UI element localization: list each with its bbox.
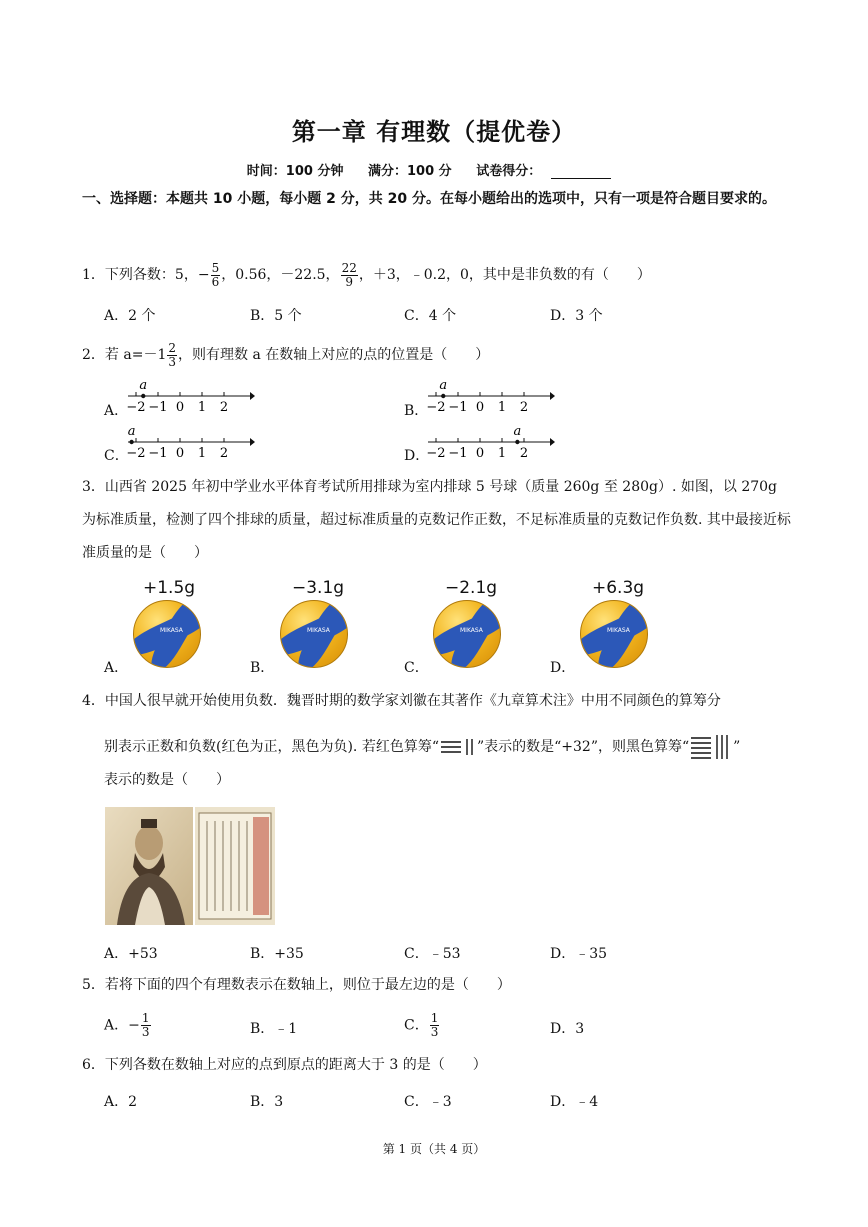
question-1: 1．下列各数：5，− $\frac{5}{6}$ ，0.56，－22.5， $\frac{22}{9}$ ，＋3，﹣0.2，0，其中是非负数的有（ ） (82, 260, 651, 289)
axis-tick-label: −1 (448, 400, 468, 414)
axis-tick-label: −1 (148, 446, 168, 460)
exam-info (0, 160, 868, 179)
q6-option-d[interactable]: D．﹣4 (550, 1094, 599, 1110)
point-label: a (139, 378, 148, 393)
axis-arrow-icon (550, 438, 555, 446)
axis-tick-label: −2 (426, 446, 446, 460)
volleyball-image-d: MIKASA (580, 600, 648, 668)
volleyball-image-a: MIKASA (133, 600, 201, 668)
q5-option-d[interactable]: D．3 (550, 1021, 585, 1037)
q3-option-d[interactable]: D． (550, 660, 576, 676)
point-marker (441, 394, 445, 398)
exam-score-field[interactable]: 试卷得分： (476, 164, 621, 179)
axis-tick-label: 2 (519, 400, 529, 414)
axis-tick-label: 1 (497, 446, 507, 460)
q2-option-d[interactable]: D． (404, 448, 430, 464)
red-counting-rods-icon (439, 738, 477, 756)
axis-arrow-icon (550, 392, 555, 400)
page-title: 第一章 有理数（提优卷） (291, 118, 577, 146)
axis-arrow-icon (250, 392, 255, 400)
axis-tick-label: −2 (426, 400, 446, 414)
page-footer: 第 1 页（共 4 页） (382, 1142, 486, 1156)
ball-a-mass: +1.5g (143, 578, 196, 598)
ball-d-mass: +6.3g (592, 578, 645, 598)
axis-tick-label: −1 (448, 446, 468, 460)
axis-tick-label: 1 (197, 400, 207, 414)
axis-tick-label: 2 (219, 400, 229, 414)
axis-tick-label: 1 (197, 446, 207, 460)
point-label: a (127, 424, 136, 439)
point-label: a (513, 424, 522, 439)
section-heading: 一、选择题：本题共 10 小题，每小题 2 分，共 20 分。在每小题给出的选项中，只有一项是符合题目要求的。 (82, 191, 776, 207)
q6-option-a[interactable]: A．2 (104, 1094, 138, 1110)
ancient-book-image (195, 807, 275, 925)
question-2: 2．若 a=－1 $\frac{2}{3}$ ，则有理数 a 在数轴上对应的点的位置是（ ） (82, 340, 490, 369)
q1-option-d[interactable]: D．3 个 (550, 308, 603, 324)
axis-tick-label: 2 (519, 446, 529, 460)
axis-tick-label: 0 (475, 400, 485, 414)
ball-c-mass: −2.1g (445, 578, 498, 598)
question-3: 3．山西省 2025 年初中学业水平体育考试所用排球为室内排球 5 号球（质量 260g 至 280g）. 如图，以 270g 为标准质量，检测了四个排球的质量，超过标准质量的克数记作正数，不足标准质量的克数记作负数. 其中最接近标准质量的是（ ） (82, 479, 791, 561)
q2-option-a[interactable]: A． (104, 403, 129, 419)
axis-tick-label: −1 (148, 400, 168, 414)
ball-b-mass: −3.1g (292, 578, 345, 598)
black-counting-rods-icon (689, 734, 733, 760)
question-4-line-3: 表示的数是（ ） (104, 772, 230, 788)
q6-option-b[interactable]: B．3 (250, 1094, 284, 1110)
volleyball-image-b: MIKASA (280, 600, 348, 668)
q5-option-a[interactable]: A．− $\frac{1}{3}$ (104, 1011, 150, 1039)
question-4-line-2: 别表示正数和负数(红色为正，黑色为负). 若红色算筹“ ”表示的数是“+32”，则黑色算筹“ ” (104, 732, 794, 762)
q4-option-b[interactable]: B．+35 (250, 946, 304, 962)
axis-arrow-icon (250, 438, 255, 446)
axis-tick-label: 2 (219, 446, 229, 460)
question-6: 6．下列各数在数轴上对应的点到原点的距离大于 3 的是（ ） (82, 1057, 487, 1073)
q2-number-line-d (426, 422, 556, 460)
point-label: a (439, 378, 448, 393)
axis-tick-label: −2 (126, 446, 146, 460)
q4-option-a[interactable]: A．+53 (104, 946, 158, 962)
exam-full-score: 满分：100 分 (367, 164, 452, 179)
q3-option-a[interactable]: A． (104, 660, 129, 676)
exam-time: 时间：100 分钟 (246, 164, 344, 179)
volleyball-image-c: MIKASA (433, 600, 501, 668)
q2-number-line-b (426, 376, 556, 414)
q5-option-c[interactable]: C． $\frac{1}{3}$ (404, 1011, 439, 1039)
q2-option-b[interactable]: B． (404, 403, 429, 419)
q3-option-b[interactable]: B． (250, 660, 275, 676)
liu-hui-portrait-image (105, 807, 193, 925)
point-marker (141, 394, 145, 398)
q3-option-c[interactable]: C． (404, 660, 429, 676)
q4-option-c[interactable]: C．﹣53 (404, 946, 461, 962)
point-marker (515, 440, 519, 444)
q4-option-d[interactable]: D．﹣35 (550, 946, 608, 962)
axis-tick-label: 0 (475, 446, 485, 460)
question-5: 5．若将下面的四个有理数表示在数轴上，则位于最左边的是（ ） (82, 977, 511, 993)
question-4-line-1: 4．中国人很早就开始使用负数．魏晋时期的数学家刘徽在其著作《九章算术注》中用不同颜色的算筹分 (82, 693, 721, 709)
point-marker (129, 440, 133, 444)
q2-number-line-a (126, 376, 256, 414)
axis-tick-label: −2 (126, 400, 146, 414)
q6-option-c[interactable]: C．﹣3 (404, 1094, 452, 1110)
q1-option-a[interactable]: A．2 个 (104, 308, 156, 324)
axis-tick-label: 0 (175, 400, 185, 414)
axis-tick-label: 1 (497, 400, 507, 414)
q2-number-line-c (126, 422, 256, 460)
axis-tick-label: 0 (175, 446, 185, 460)
q1-option-c[interactable]: C．4 个 (404, 308, 457, 324)
q1-option-b[interactable]: B．5 个 (250, 308, 302, 324)
q2-option-c[interactable]: C． (104, 448, 129, 464)
q5-option-b[interactable]: B．﹣1 (250, 1021, 298, 1037)
